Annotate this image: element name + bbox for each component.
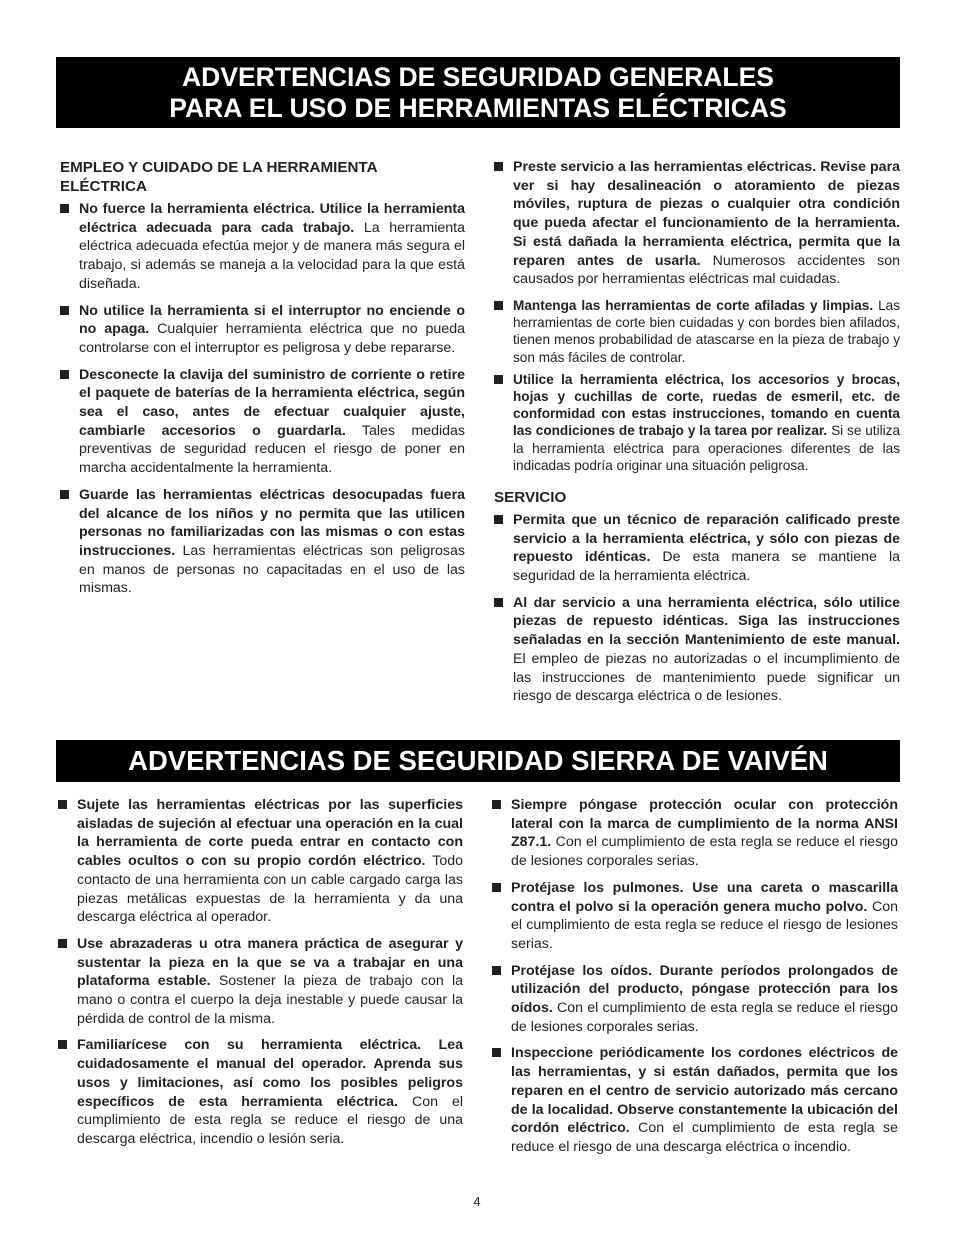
square-bullet-icon	[60, 370, 69, 379]
item-bold-text: Sujete las herramientas eléctricas por las superficies aisladas de sujeción al efectuar una operación en la cual la herramienta de corte pueda entrar en contacto con cables ocultos o con su propio cordón eléctrico.	[77, 797, 463, 870]
list-item	[60, 200, 465, 294]
item-bold-text: Siempre póngase protección ocular con protección lateral con la marca de cumplimiento de la norma ANSI Z87.1.	[511, 797, 898, 851]
column-sierra-left	[58, 796, 463, 1157]
list-item	[60, 302, 465, 358]
list-item	[494, 297, 900, 366]
item-text: Con el cumplimiento de esta regla se reduce el riesgo de lesiones serias.	[511, 898, 899, 952]
item-text: Las herramientas eléctricas son peligrosas en manos de personas no capacitadas en el uso de las mismas.	[79, 542, 465, 597]
item-text: De esta manera se mantiene la seguridad de la herramienta eléctrica.	[513, 549, 900, 585]
item-text: Todo contacto de una herramienta con un cable cargado carga las piezas metálicas expuestas de la herramienta y da una descarga eléctrica al operador.	[77, 853, 463, 926]
item-text: La herramienta eléctrica adecuada efectúa mejor y de manera más segura el trabajo, si además se maneja a la velocidad para la que está diseñada.	[79, 219, 465, 292]
item-text: Si se utiliza la herramienta eléctrica para operaciones diferentes de las indicadas podría originar una situación peligrosa.	[513, 423, 900, 473]
square-bullet-icon	[492, 966, 501, 975]
list-item	[492, 1044, 898, 1156]
jigsaw-warnings-banner	[56, 740, 900, 782]
list-item	[494, 594, 900, 706]
item-bold-text: Permita que un técnico de reparación calificado preste servicio a la herramienta eléctrica, y sólo con piezas de repuesto idénticas.	[513, 511, 900, 566]
section-heading-servicio: SERVICIO	[494, 488, 567, 506]
square-bullet-icon	[494, 375, 503, 384]
column-sierra-right	[492, 796, 898, 1165]
item-bold-text: Protéjase los oídos. Durante períodos prolongados de utilización del producto, póngase protección para los oídos.	[511, 962, 898, 1017]
item-bold-text: Desconecte la clavija del suministro de corriente o retire el paquete de baterías de la herramienta eléctrica, según sea el caso, antes de efectuar cualquier ajuste, cambiarle accesorios o guardarla.	[79, 366, 465, 439]
item-bold-text: No utilice la herramienta si el interruptor no enciende o no apaga.	[79, 302, 465, 338]
item-text: Numerosos accidentes son causados por herramientas eléctricas mal cuidadas.	[513, 252, 900, 288]
list-item	[58, 1036, 463, 1148]
item-text: Con el cumplimiento de esta regla se reduce el riesgo de lesiones corporales serias.	[511, 834, 898, 870]
list-item	[58, 935, 463, 1029]
general-warnings-banner	[56, 57, 900, 128]
item-bold-text: Utilice la herramienta eléctrica, los accesorios y brocas, hojas y cuchillas de corte, ruedas de esmeril, etc. de conformidad con estas instrucciones, tomando en cuenta las condiciones de trabajo y la tarea por realizar.	[513, 371, 900, 439]
square-bullet-icon	[494, 301, 503, 310]
item-text: Con el cumplimiento de esta regla se reduce el riesgo de lesiones corporales serias.	[511, 1000, 898, 1035]
square-bullet-icon	[492, 883, 501, 892]
list-item	[60, 366, 465, 478]
banner-title: ADVERTENCIAS DE SEGURIDAD SIERRA DE VAIVÉN	[128, 745, 828, 776]
square-bullet-icon	[494, 162, 503, 171]
item-text: Con el cumplimiento de esta regla se reduce el riesgo de una descarga eléctrica, incendio o lesión seria.	[77, 1093, 464, 1147]
list-item	[492, 962, 898, 1037]
item-bold-text: Inspeccione periódicamente los cordones eléctricos de las herramientas, y si están dañados, permita que los reparen en el centro de servicio autorizado más cercano de la localidad. Observe constantemente la ubicación del cordón eléctrico.	[511, 1045, 898, 1137]
item-text: Tales medidas preventivas de seguridad reducen el riesgo de poner en marcha accidentalmente la herramienta.	[79, 422, 465, 477]
square-bullet-icon	[494, 515, 503, 524]
item-text: El empleo de piezas no autorizadas o el incumplimiento de las instrucciones de mantenimiento puede significar un riesgo de descarga eléctrica o de lesiones.	[513, 650, 900, 705]
item-bold-text: Al dar servicio a una herramienta eléctrica, sólo utilice piezas de repuesto idénticas. Siga las instrucciones señaladas en la sección Mantenimiento de este manual.	[513, 594, 900, 649]
page-number: 4	[473, 1194, 481, 1209]
item-text: Con el cumplimiento de esta regla se reduce el riesgo de una descarga eléctrica o incendio.	[511, 1120, 898, 1155]
square-bullet-icon	[58, 800, 67, 809]
square-bullet-icon	[60, 204, 69, 213]
square-bullet-icon	[492, 800, 501, 809]
item-bold-text: Preste servicio a las herramientas eléctricas. Revise para ver si hay desalineación o atoramiento de piezas móviles, ruptura de piezas o cualquier otra condición que pueda afectar el funcionamiento de la herramienta. Si está dañada la herramienta eléctrica, permita que la reparen antes de usarla.	[513, 159, 900, 269]
square-bullet-icon	[58, 1040, 67, 1049]
item-bold-text: Familiarícese con su herramienta eléctrica. Lea cuidadosamente el manual del operador. Aprenda sus usos y limitaciones, así como los posibles peligros específicos de esta herramienta eléctrica.	[77, 1037, 463, 1110]
banner-title-line-2: PARA EL USO DE HERRAMIENTAS ELÉCTRICAS	[169, 93, 787, 123]
section-heading-empleo: EMPLEO Y CUIDADO DE LA HERRAMIENTA ELÉCTRICA	[60, 159, 377, 195]
banner-title-line-1: ADVERTENCIAS DE SEGURIDAD GENERALES	[182, 62, 774, 92]
list-item	[60, 486, 465, 598]
list-item	[494, 511, 900, 586]
item-bold-text: Use abrazaderas u otra manera práctica de asegurar y sustentar la pieza en la que se va a trabajar en una plataforma estable.	[77, 935, 463, 990]
square-bullet-icon	[60, 490, 69, 499]
square-bullet-icon	[58, 939, 67, 948]
item-text: Sostener la pieza de trabajo con la mano o contra el cuerpo la deja inestable y puede causar la pérdida de control de la misma.	[77, 973, 463, 1027]
item-bold-text: No fuerce la herramienta eléctrica. Utilice la herramienta eléctrica adecuada para cada trabajo.	[79, 201, 465, 236]
column-mantenimiento-servicio	[494, 158, 900, 714]
square-bullet-icon	[494, 598, 503, 607]
list-item	[494, 371, 900, 474]
list-item	[58, 796, 463, 927]
square-bullet-icon	[492, 1048, 501, 1057]
item-text: Las herramientas de corte bien cuidadas y con bordes bien afilados, tienen menos probabilidad de atascarse en la pieza de trabajo y son más fáciles de controlar.	[513, 297, 900, 365]
list-item	[494, 158, 900, 289]
column-empleo	[60, 158, 465, 606]
item-bold-text: Guarde las herramientas eléctricas desocupadas fuera del alcance de los niños y no permita que las utilicen personas no familiarizadas con las mismas o con estas instrucciones.	[79, 486, 465, 559]
item-text: Cualquier herramienta eléctrica que no pueda controlarse con el interruptor es peligrosa y debe repararse.	[79, 321, 465, 356]
square-bullet-icon	[60, 306, 69, 315]
list-item	[492, 879, 898, 954]
item-bold-text: Mantenga las herramientas de corte afiladas y limpias.	[513, 297, 874, 313]
list-item	[492, 796, 898, 871]
item-bold-text: Protéjase los pulmones. Use una careta o mascarilla contra el polvo si la operación genera mucho polvo.	[511, 879, 898, 915]
